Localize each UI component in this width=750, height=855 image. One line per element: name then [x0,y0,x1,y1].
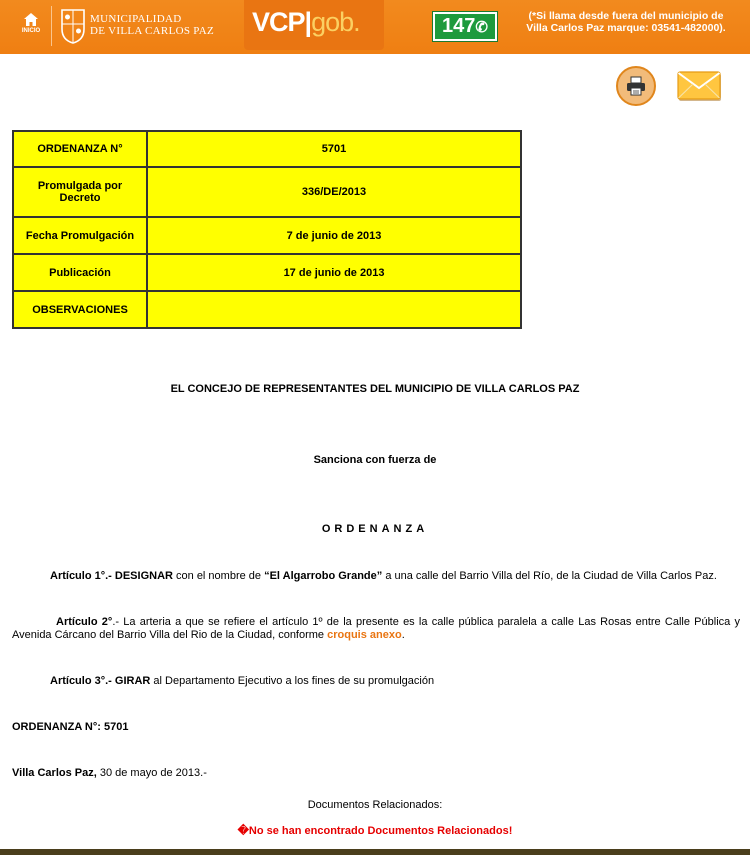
ordenanza-number: ORDENANZA N°: 5701 [12,721,129,733]
article-1-name: “El Algarrobo Grande” [264,570,383,582]
footer-bar [0,849,750,855]
croquis-anexo-link[interactable]: croquis anexo [327,628,402,641]
article-2-label: Artículo 2° [56,616,113,628]
article-3-label: Artículo 3°.- GIRAR [50,675,151,687]
signing-place: Villa Carlos Paz, [12,767,97,779]
home-button[interactable] [14,12,48,42]
ordenanza-title: ORDENANZA [321,523,429,535]
vcp-text: VCP| [252,7,312,37]
meta-label-fecha: Fecha Promulgación [13,217,147,254]
article-2 [12,616,740,641]
muni-line-1: MUNICIPALIDAD [90,13,182,25]
table-row [13,291,521,328]
no-related-documents-message: �No se han encontrado Documentos Relacionados! [237,825,513,837]
phone-info [508,10,744,34]
signing-date-text: 30 de mayo de 2013.- [96,767,207,779]
print-button[interactable] [616,66,656,106]
table-row [13,217,521,254]
meta-label-ordenanza: ORDENANZA N° [13,131,147,167]
article-3-text: al Departamento Ejecutivo a los fines de su promulgación [150,675,435,687]
article-2-end: . [401,628,405,641]
meta-value-fecha: 7 de junio de 2013 [147,217,521,254]
meta-value-observaciones [147,291,521,328]
article-3 [50,675,740,688]
article-2-text: .- La arteria a que se refiere el artículo 1º de la presente es la calle pública paralela a calle Las Rosas entre Calle Pública y Avenida Cárcano del Barrio Villa del Rio de la Ciudad, conforme [12,616,740,641]
phone-147-badge[interactable] [432,11,498,42]
table-row [13,131,521,167]
meta-value-publicacion: 17 de junio de 2013 [147,254,521,291]
municipality-logo-text[interactable] [90,13,214,37]
phone-147-number: 147 [442,15,476,37]
home-icon [23,12,39,27]
table-row [13,254,521,291]
printer-icon [626,76,646,96]
meta-value-ordenanza: 5701 [147,131,521,167]
article-1 [50,570,750,583]
table-row [13,167,521,217]
meta-label-decreto: Promulgada por Decreto [13,167,147,217]
muni-line-2: DE VILLA CARLOS PAZ [90,25,214,37]
signing-date [12,767,207,779]
header-divider [51,6,52,46]
sanciona-heading: Sanciona con fuerza de [313,454,437,466]
meta-label-publicacion: Publicación [13,254,147,291]
related-documents-label: Documentos Relacionados: [307,799,443,811]
vcp-gob-logo[interactable] [244,0,384,50]
meta-value-decreto: 336/DE/2013 [147,167,521,217]
article-1-label: Artículo 1°.- DESIGNAR [50,570,173,582]
site-header [0,0,750,54]
meta-label-observaciones: OBSERVACIONES [13,291,147,328]
envelope-icon[interactable] [677,71,723,103]
phone-icon: ✆ [475,19,488,36]
municipality-crest-icon[interactable] [60,7,86,45]
concejo-heading: EL CONCEJO DE REPRESENTANTES DEL MUNICIPIO DE VILLA CARLOS PAZ [170,383,580,395]
article-1-text-b: a una calle del Barrio Villa del Río, de la Ciudad de Villa Carlos Paz. [382,570,717,582]
ordinance-meta-table [12,130,522,329]
gob-text: gob. [311,7,360,37]
article-1-text-a: con el nombre de [172,570,265,582]
home-label: INICIO [21,28,41,34]
phone-info-line-2: Villa Carlos Paz marque: 03541-482000). [526,22,726,34]
phone-info-line-1: (*Si llama desde fuera del municipio de [528,10,724,22]
